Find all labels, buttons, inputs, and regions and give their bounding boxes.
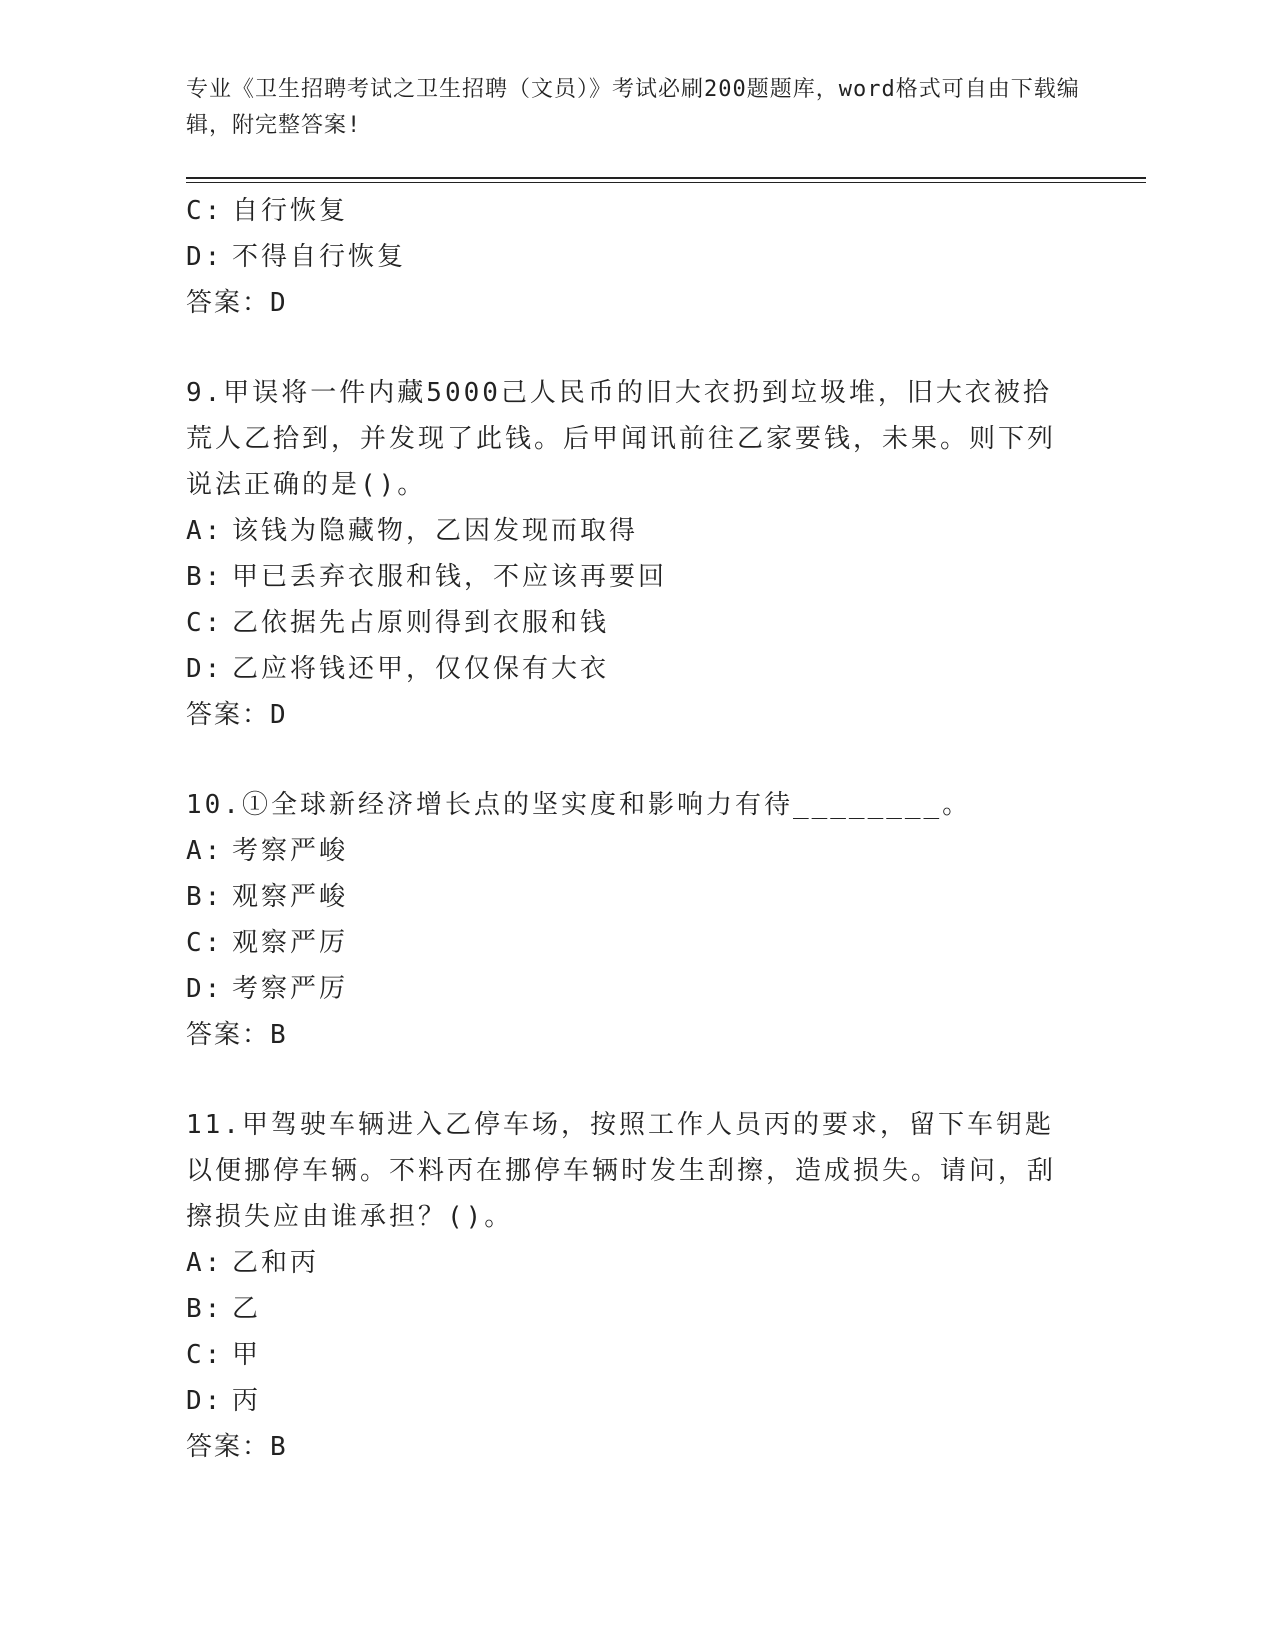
option-text: 自行恢复 [232, 196, 349, 226]
option-c [186, 600, 1086, 646]
option-key: A: [186, 516, 224, 546]
option-key: C: [186, 196, 224, 226]
option-c [186, 920, 1086, 966]
option-key: D: [186, 242, 224, 272]
option-a [186, 828, 1086, 874]
page-header: 专业《卫生招聘考试之卫生招聘（文员）》考试必刷200题题库，word格式可自由下载编辑，附完整答案! [186, 77, 1080, 138]
option-d [186, 646, 1086, 692]
option-b [186, 554, 1086, 600]
option-text: 乙依据先占原则得到衣服和钱 [232, 608, 610, 638]
header-rule-thick [186, 177, 1146, 179]
option-text: 甲已丢弃衣服和钱，不应该再要回 [232, 562, 668, 592]
option-text: 丙 [232, 1386, 262, 1416]
option-key: D: [186, 654, 224, 684]
option-text: 乙应将钱还甲，仅仅保有大衣 [232, 654, 610, 684]
question-list [186, 188, 1086, 1470]
option-key: A: [186, 1248, 224, 1278]
option-key: C: [186, 1340, 224, 1370]
option-text: 不得自行恢复 [232, 242, 407, 272]
option-c [186, 1332, 1086, 1378]
option-text: 乙 [232, 1294, 262, 1324]
option-key: C: [186, 608, 224, 638]
option-key: B: [186, 882, 224, 912]
header-rule-thin [186, 182, 1146, 183]
option-d [186, 1378, 1086, 1424]
option-d [186, 234, 1086, 280]
question-text: 11.甲驾驶车辆进入乙停车场，按照工作人员丙的要求，留下车钥匙以便挪停车辆。不料丙在挪停车辆时发生刮擦，造成损失。请问，刮擦损失应由谁承担？()。 [186, 1110, 1057, 1232]
option-c [186, 188, 1086, 234]
option-a [186, 508, 1086, 554]
option-key: C: [186, 928, 224, 958]
question-text: 9.甲误将一件内藏5000己人民币的旧大衣扔到垃圾堆，旧大衣被拾荒人乙拾到，并发现了此钱。后甲闻讯前往乙家要钱，未果。则下列说法正确的是()。 [186, 378, 1057, 500]
option-text: 考察严厉 [232, 974, 349, 1004]
option-text: 观察严峻 [232, 882, 349, 912]
answer-line: 答案：B [186, 1432, 288, 1462]
option-key: B: [186, 1294, 224, 1324]
answer-line: 答案：B [186, 1020, 288, 1050]
question-prev-tail [186, 188, 1086, 326]
question-10 [186, 782, 1086, 1058]
option-key: A: [186, 836, 224, 866]
option-a [186, 1240, 1086, 1286]
option-text: 甲 [232, 1340, 262, 1370]
option-b [186, 874, 1086, 920]
option-d [186, 966, 1086, 1012]
option-text: 乙和丙 [232, 1248, 320, 1278]
option-text: 考察严峻 [232, 836, 349, 866]
option-key: D: [186, 974, 224, 1004]
option-b [186, 1286, 1086, 1332]
option-key: D: [186, 1386, 224, 1416]
option-text: 该钱为隐藏物，乙因发现而取得 [232, 516, 639, 546]
option-text: 观察严厉 [232, 928, 349, 958]
answer-line: 答案：D [186, 700, 288, 730]
question-text: 10.①全球新经济增长点的坚实度和影响力有待________。 [186, 790, 972, 820]
answer-line: 答案：D [186, 288, 288, 318]
question-11 [186, 1102, 1086, 1470]
question-9 [186, 370, 1086, 738]
option-key: B: [186, 562, 224, 592]
